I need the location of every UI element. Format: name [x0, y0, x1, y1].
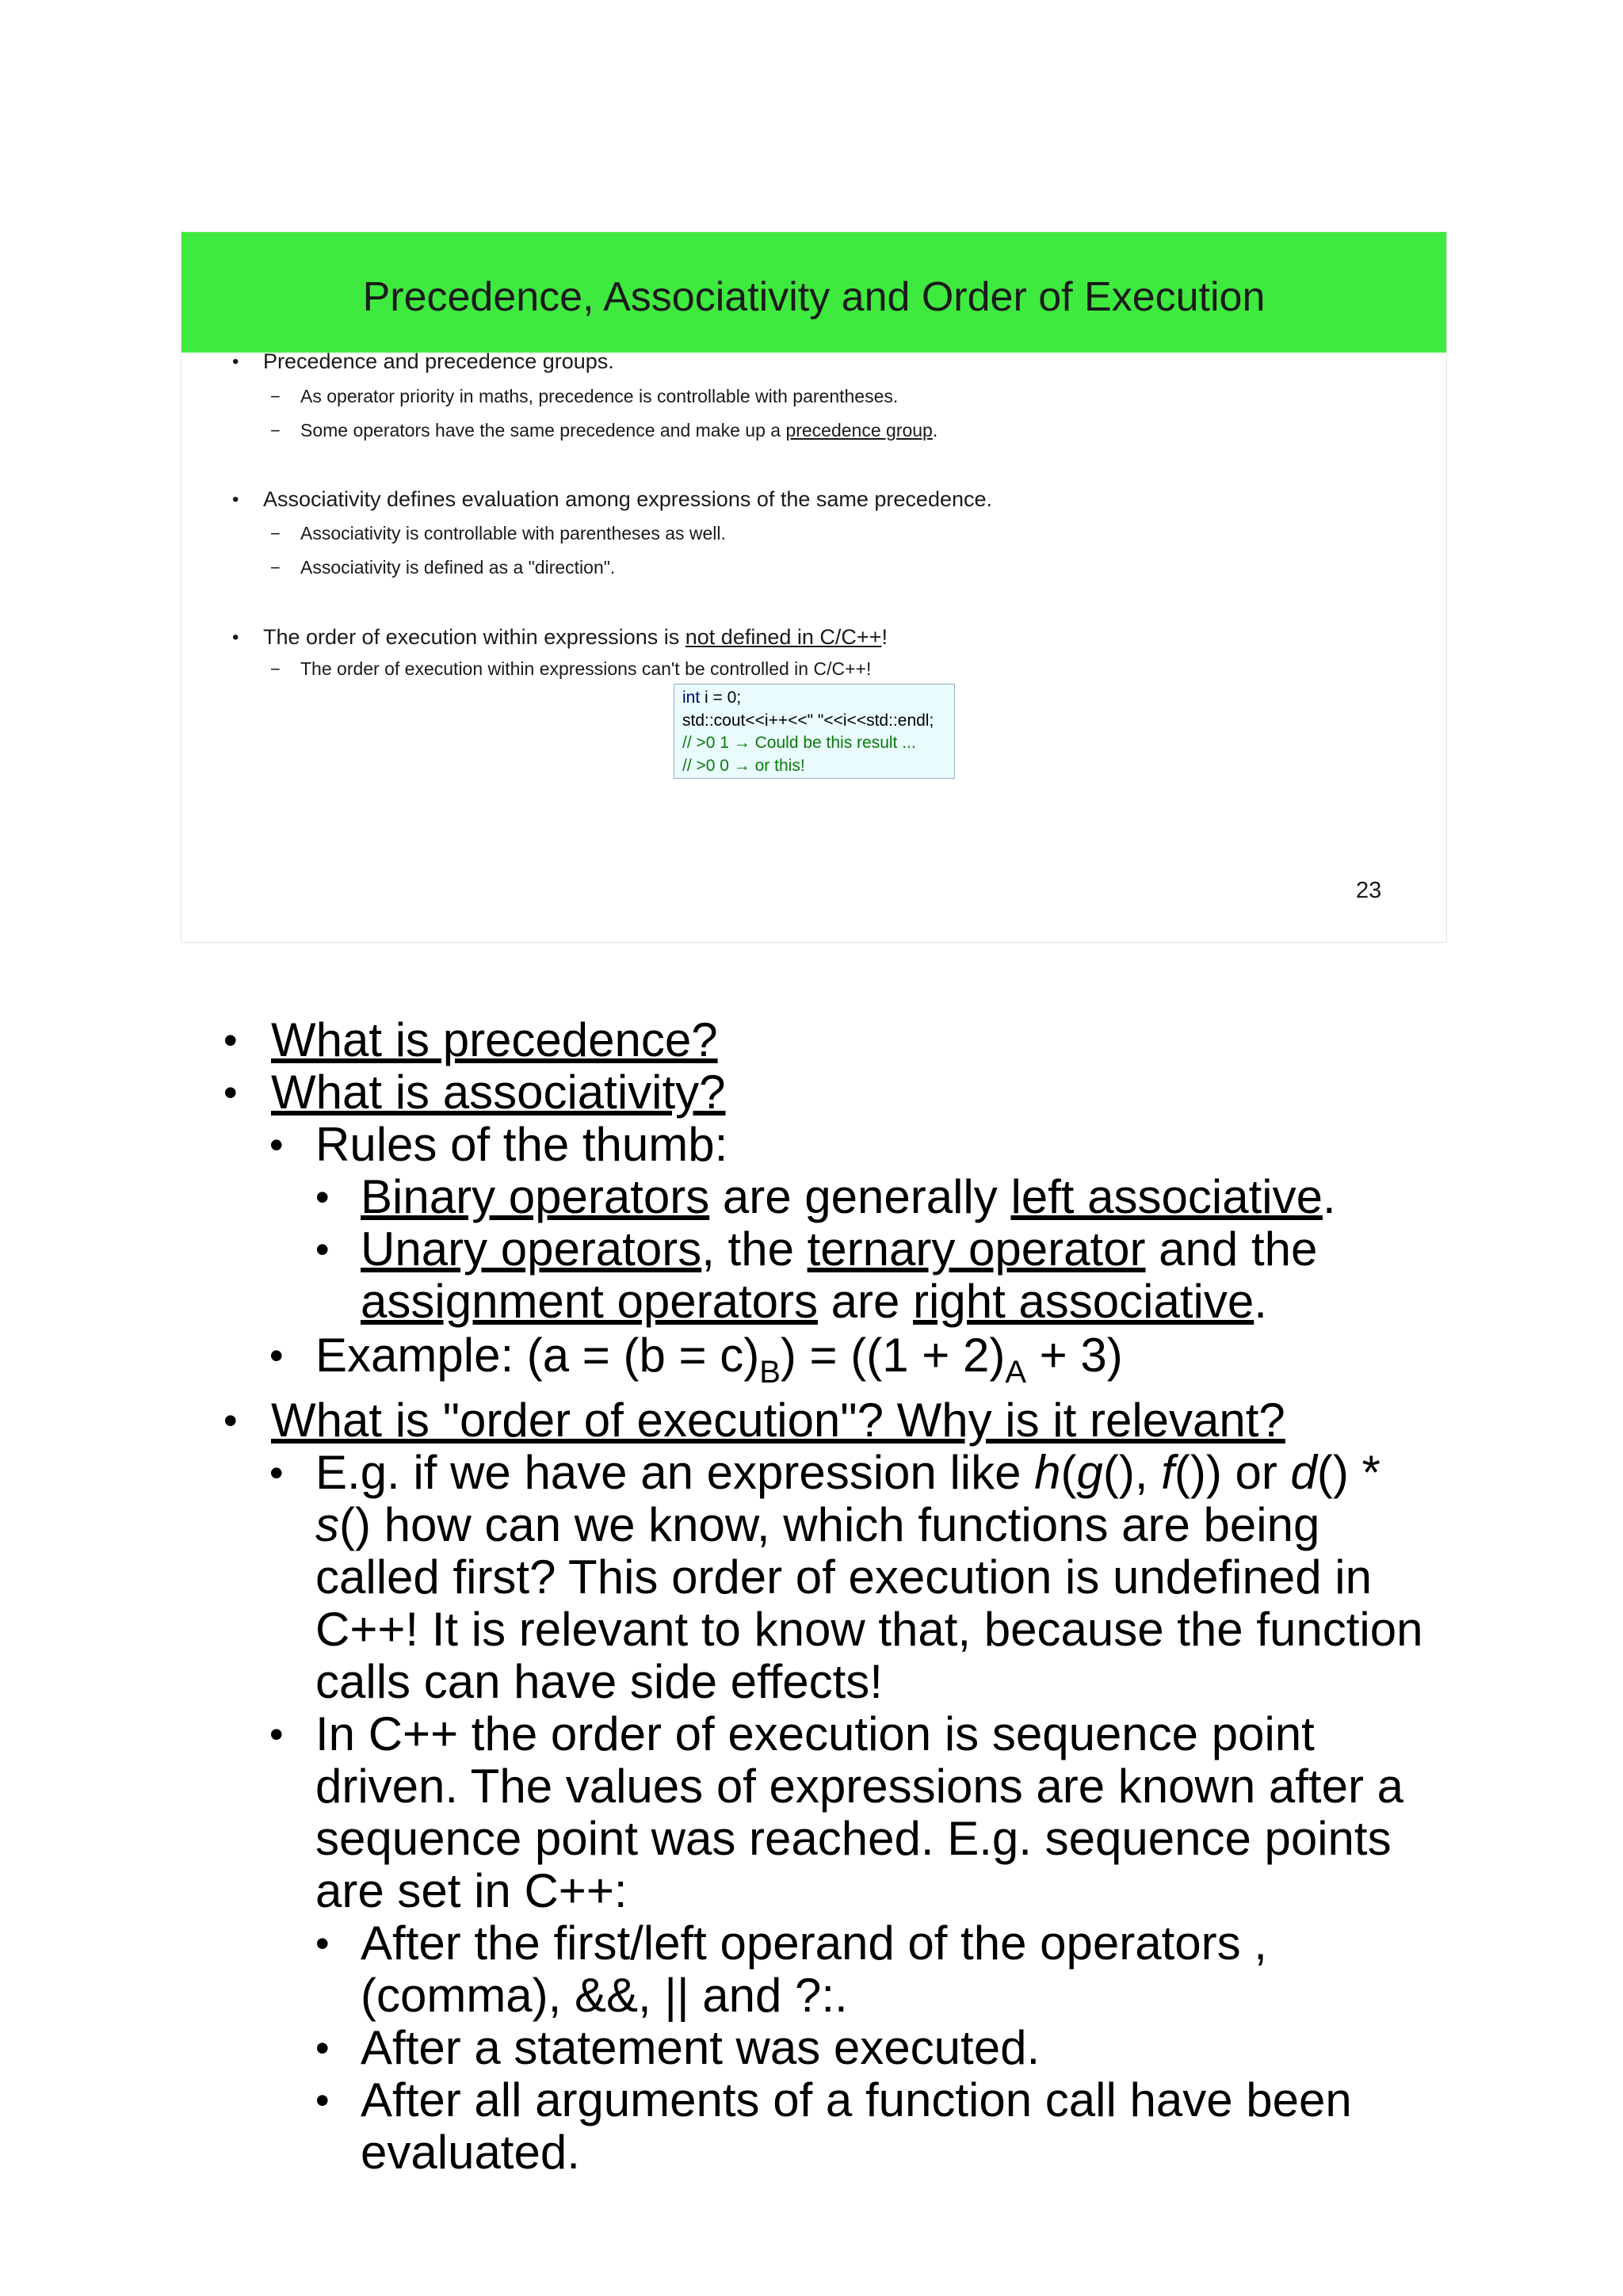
- bullet-dot: •: [223, 1070, 238, 1115]
- note-question-associativity: What is associativity?: [271, 1066, 726, 1119]
- bullet-dot: •: [315, 2078, 330, 2122]
- not-defined-link: not defined in C/C++: [685, 625, 882, 649]
- slide-title: Precedence, Associativity and Order of Execution: [362, 274, 1266, 320]
- note-seq-point: After the first/left operand of the operators ,: [361, 1917, 1267, 1970]
- note-example: Example: $(a = (b = c)_B) = ((1 + 2)_A + 3)$: [315, 1329, 1123, 1390]
- note-sequence-line: driven. The values of expressions are known after a: [315, 1760, 1403, 1813]
- bullet-dot: •: [315, 1921, 330, 1966]
- slide-sub-bullet: Some operators have the same precedence and make up a precedence group.: [300, 420, 938, 441]
- note-seq-point: After all arguments of a function call have been: [361, 2073, 1352, 2126]
- note-seq-point: After a statement was executed.: [361, 2021, 1041, 2074]
- bullet-dot: •: [232, 489, 239, 510]
- note-eg-line: called first? This order of execution is undefined in: [315, 1550, 1372, 1604]
- slide-sub-bullet: As operator priority in maths, precedence is controllable with parentheses.: [300, 386, 899, 406]
- note-eg-line: E.g. if we have an expression like h(g(), f()) or d() *: [315, 1446, 1381, 1499]
- precedence-group-link: precedence group: [785, 420, 933, 441]
- bullet-dot: •: [315, 1227, 330, 1272]
- code-line: std::cout<<i++<<" "<<i<<std::endl;: [682, 711, 934, 730]
- note-rule-unary-cont: assignment operators are right associative.: [361, 1275, 1267, 1328]
- note-sequence-line: are set in C++:: [315, 1864, 628, 1917]
- code-comment: // >0 1 → Could be this result ...: [682, 734, 916, 752]
- bullet-dot: •: [223, 1018, 238, 1062]
- note-seq-point: (comma), &&, || and ?:.: [361, 1969, 848, 2022]
- bullet-dot: •: [269, 1712, 284, 1756]
- note-sequence-line: In C++ the order of execution is sequence point: [315, 1707, 1315, 1760]
- dash-marker: −: [270, 558, 281, 578]
- dash-marker: −: [270, 387, 281, 406]
- note-question-precedence: What is precedence?: [271, 1013, 718, 1066]
- bullet-dot: •: [269, 1123, 284, 1167]
- slide-bullet-precedence: Precedence and precedence groups.: [263, 349, 614, 373]
- note-sequence-line: sequence point was reached. E.g. sequence points: [315, 1812, 1392, 1865]
- note-rule-binary: Binary operators are generally left associative.: [361, 1170, 1336, 1223]
- slide-bullet-associativity: Associativity defines evaluation among expressions of the same precedence.: [263, 487, 993, 511]
- note-seq-point: evaluated.: [361, 2126, 580, 2179]
- dash-marker: −: [270, 421, 281, 441]
- code-line: int i = 0;: [682, 688, 742, 707]
- note-rule-unary: Unary operators, the ternary operator and the: [361, 1222, 1318, 1276]
- code-comment: // >0 0 → or this!: [682, 756, 805, 775]
- bullet-dot: •: [232, 351, 239, 372]
- bullet-dot: •: [223, 1398, 238, 1443]
- note-eg-line: s() how can we know, which functions are being: [315, 1498, 1320, 1551]
- page-number: 23: [1356, 878, 1382, 903]
- bullet-dot: •: [315, 1175, 330, 1219]
- dash-marker: −: [270, 524, 281, 543]
- note-eg-line: calls can have side effects!: [315, 1655, 883, 1708]
- note-rules: Rules of the thumb:: [315, 1118, 728, 1171]
- bullet-dot: •: [269, 1333, 284, 1378]
- slide-sub-bullet: The order of execution within expressions can't be controlled in C/C++!: [300, 658, 872, 679]
- slide-sub-bullet: Associativity is defined as a "direction".: [300, 557, 616, 578]
- slide-bullet-order: The order of execution within expressions is not defined in C/C++!: [263, 625, 888, 649]
- bullet-dot: •: [232, 627, 239, 648]
- bullet-dot: •: [315, 2026, 330, 2070]
- note-eg-line: C++! It is relevant to know that, because the function: [315, 1603, 1423, 1656]
- dash-marker: −: [270, 659, 281, 679]
- slide-sub-bullet: Associativity is controllable with parentheses as well.: [300, 523, 726, 543]
- note-question-order: What is "order of execution"? Why is it relevant?: [271, 1394, 1285, 1447]
- bullet-dot: •: [269, 1451, 284, 1495]
